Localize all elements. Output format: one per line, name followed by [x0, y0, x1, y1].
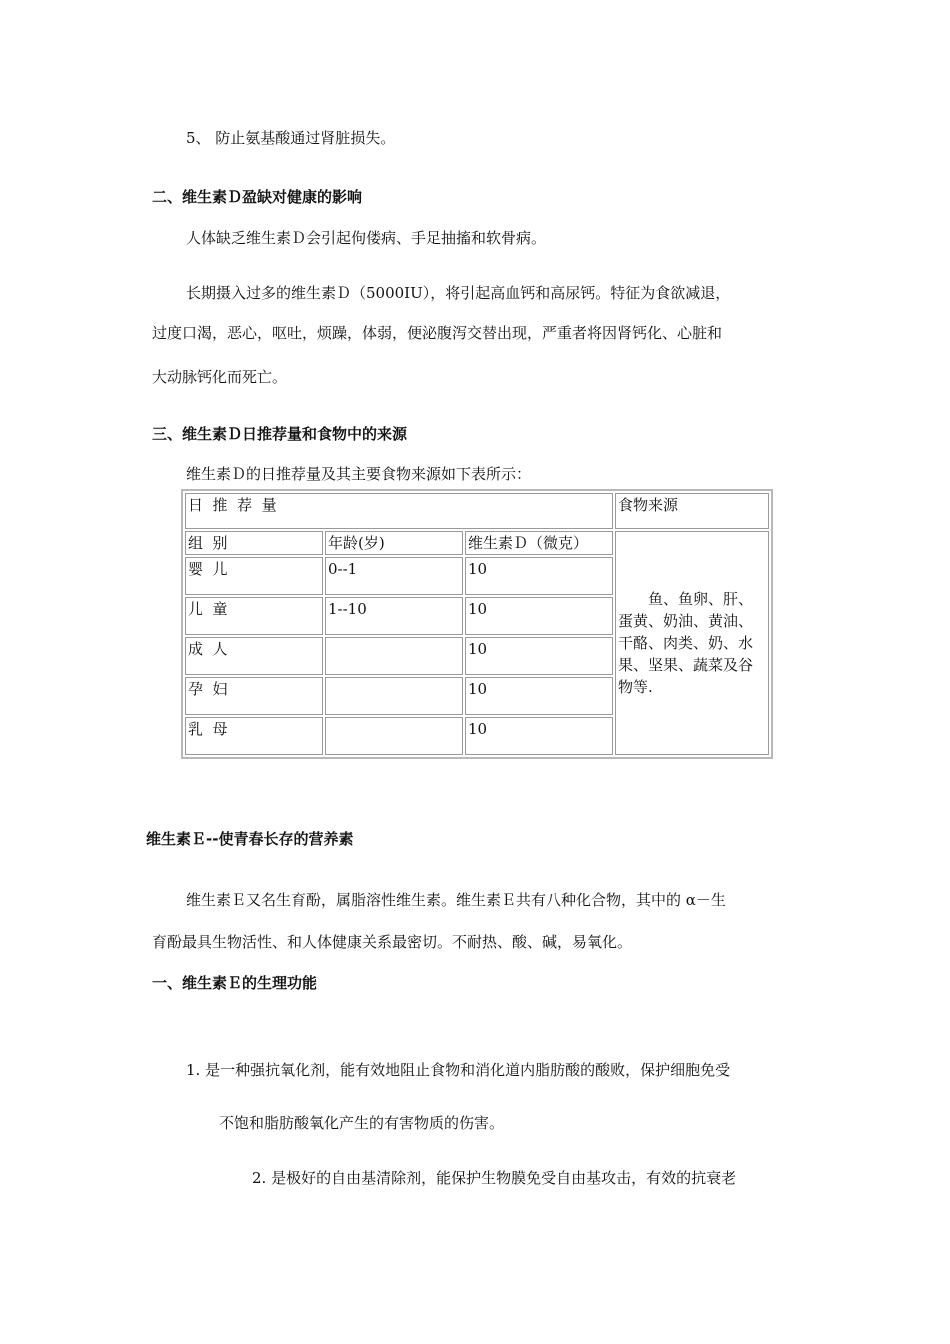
table-cell-amount: 10 — [465, 677, 613, 715]
paragraph-vitamin-e-line-1: 维生素Ｅ又名生育酚，属脂溶性维生素。维生素Ｅ共有八种化合物，其中的 α－生 — [186, 891, 726, 909]
table-subheader-age: 年龄(岁) — [325, 531, 463, 555]
table-cell-amount: 10 — [465, 637, 613, 675]
paragraph-excess-line-2: 过度口渴，恶心，呕吐，烦躁，体弱，便泌腹泻交替出现，严重者将因肾钙化、心脏和 — [152, 324, 723, 342]
table-cell-group: 成 人 — [185, 637, 323, 675]
section-heading-vitamin-e: 维生素Ｅ--使青春长存的营养素 — [146, 830, 354, 848]
table-cell-group: 婴 儿 — [185, 557, 323, 595]
table-cell-age — [325, 717, 463, 755]
table-subheader-group: 组 别 — [185, 531, 323, 555]
list-item-2: 2. 是极好的自由基清除剂，能保护生物膜免受自由基攻击，有效的抗衰老 — [252, 1169, 737, 1187]
list-item-1: 1. 是一种强抗氧化剂，能有效地阻止食物和消化道内脂肪酸的酸败，保护细胞免受 — [186, 1061, 731, 1079]
paragraph-excess-line-3: 大动脉钙化而死亡。 — [152, 368, 288, 386]
section-heading-d-deficiency: 二、维生素Ｄ盈缺对健康的影响 — [152, 188, 363, 206]
paragraph-vitamin-e-line-2: 育酚最具生物活性、和人体健康关系最密切。不耐热、酸、碱，易氧化。 — [152, 933, 633, 951]
table-cell-group: 孕 妇 — [185, 677, 323, 715]
vitamin-d-intake-table — [181, 489, 773, 759]
table-cell-amount: 10 — [465, 597, 613, 635]
table-intro: 维生素Ｄ的日推荐量及其主要食物来源如下表所示： — [186, 465, 532, 483]
table-header-intake: 日 推 荐 量 — [185, 493, 613, 529]
table-cell-age: 1--10 — [325, 597, 463, 635]
table-subheader-amount: 维生素Ｄ（微克） — [465, 531, 613, 555]
table-cell-amount: 10 — [465, 557, 613, 595]
table-header-food: 食物来源 — [615, 493, 769, 529]
table-cell-group: 儿 童 — [185, 597, 323, 635]
table-cell-amount: 10 — [465, 717, 613, 755]
table-cell-age: 0--1 — [325, 557, 463, 595]
paragraph-excess-line-1: 长期摄入过多的维生素Ｄ（5000IU），将引起高血钙和高尿钙。特征为食欲减退， — [186, 284, 731, 302]
paragraph-item-5: 5、 防止氨基酸通过肾脏损失。 — [186, 129, 396, 147]
section-heading-d-intake: 三、维生素Ｄ日推荐量和食物中的来源 — [152, 425, 408, 443]
table-cell-group: 乳 母 — [185, 717, 323, 755]
paragraph-deficiency: 人体缺乏维生素Ｄ会引起佝偻病、手足抽搐和软骨病。 — [186, 229, 547, 247]
table-food-sources: 鱼、鱼卵、肝、蛋黄、奶油、黄油、干酪、肉类、奶、水果、坚果、蔬菜及谷物等. — [615, 531, 769, 755]
table-cell-age — [325, 637, 463, 675]
table-cell-age — [325, 677, 463, 715]
list-item-1-continuation: 不饱和脂肪酸氧化产生的有害物质的伤害。 — [219, 1114, 505, 1132]
section-heading-e-function: 一、维生素Ｅ的生理功能 — [152, 974, 318, 992]
